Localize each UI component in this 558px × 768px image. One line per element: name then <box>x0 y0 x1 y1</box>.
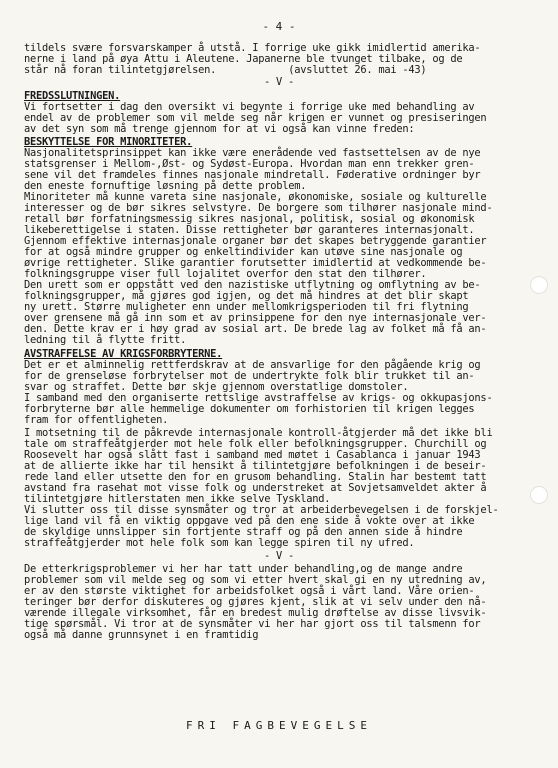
paragraph-line: også må danne grunnsynet i en framtidig <box>24 629 259 641</box>
section-divider: - V - <box>263 550 295 562</box>
paragraph-line: straffeåtgjerder mot hele folk som kan legge spiren til ny ufred. <box>24 537 415 549</box>
paragraph-line: Vi fortsetter i dag den oversikt vi begynte i forrige uke med behandling av <box>24 101 475 113</box>
paragraph-line: de skyldige unnslipper sin fortjente straff og på den annen side å hindre <box>24 526 463 538</box>
paragraph-line: forbryterne bør alle hemmelige dokumenter om forhistorien til krigen legges <box>24 403 475 415</box>
paragraph-line: folkningsgruppe viser full lojalitet overfor den stat den tilhører. <box>24 268 427 280</box>
paragraph-line: retall bør forfatningsmessig sikres nasjonal, politisk, sosial og økonomisk <box>24 213 475 225</box>
paragraph-line: rede land eller utsette den for en grusom behandling. Stalin har bestemt tatt <box>24 471 487 483</box>
section-heading-minoriteter: BESKYTTELSE FOR MINORITETER. <box>24 136 193 148</box>
paragraph-line: I motsetning til de påkrevde internasjonale kontroll-åtgjerder må det ikke bli <box>24 427 493 439</box>
paragraph-line: Vi slutter oss til disse synsmåter og tror at arbeiderbevegelsen i de forskjel- <box>24 504 499 516</box>
paragraph-line: De etterkrigsproblemer vi her har tatt under behandling,og de mange andre <box>24 563 463 575</box>
paragraph-line: tilintetgjøre hitlerstaten men ikke selve Tyskland. <box>24 493 331 505</box>
paragraph-line: tale om straffeåtgjerder mot hele folk eller befolkningsgrupper. Churchill og <box>24 438 487 450</box>
section-heading-fredsslutning: FREDSSLUTNINGEN. <box>24 90 121 102</box>
paragraph-line: fram for offentligheten. <box>24 414 169 426</box>
paragraph-line: Den urett som er oppstått ved den nazistiske utflytning og omflytning av be- <box>24 279 481 291</box>
paragraph-line: over grensene må gå inn som et av prinsippene for den nye internasjonale ver- <box>24 312 487 324</box>
paragraph-line: Roosevelt har også slått fast i samband med møtet i Casablanca i januar 1943 <box>24 449 481 461</box>
punch-hole <box>530 486 548 504</box>
paragraph-line: ledning til å flytte fritt. <box>24 334 187 346</box>
paragraph-line: Minoriteter må kunne vareta sine nasjonale, økonomiske, sosiale og kulturelle <box>24 191 487 203</box>
signature: FRI FAGBEVEGELSE <box>186 719 372 732</box>
paragraph-line: statsgrenser i Mellom-,Øst- og Sydøst-Europa. Hvordan man enn trekker gren- <box>24 158 475 170</box>
paragraph-line: ny urett. Større muligheter enn under mellomkrigsperioden til fri flytning <box>24 301 469 313</box>
paragraph-line: for de grenseløse forbrytelser mot de undertrykte folk blir trukket til an- <box>24 370 475 382</box>
paragraph-line: øvrige rettigheter. Slike garantier forutsetter imidlertid at vedkommende be- <box>24 257 487 269</box>
paragraph-line: Gjennom effektive internasjonale organer bør det skapes betryggende garantier <box>24 235 487 247</box>
page-number: - 4 - <box>262 20 296 33</box>
paragraph-line: I samband med den organiserte rettslige avstraffelse av krigs- og okkupasjons- <box>24 392 493 404</box>
section-divider: - V - <box>263 76 295 88</box>
intro-line: nerne i land på øya Attu i Aleutene. Japanerne ble tvunget tilbake, og de <box>24 53 463 65</box>
paragraph-line: avstand fra rasehat mot visse folk og understreket at Sovjetsamveldet akter å <box>24 482 487 494</box>
paragraph-line: endel av de problemer som vil melde seg når krigen er vunnet og presiseringen <box>24 112 487 124</box>
paragraph-line: at de allierte ikke har til hensikt å tilintetgjøre befolkningen i de beseir- <box>24 460 487 472</box>
paragraph-line: Nasjonalitetsprinsippet kan ikke være enerådende ved fastsettelsen av de nye <box>24 147 481 159</box>
paragraph-line: interesser og de bør sikres selvstyre. De borgere som tilhører nasjonale mind- <box>24 202 493 214</box>
paragraph-line: av det syn som må trenge gjennom for at vi også kan vinne freden: <box>24 123 415 135</box>
paragraph-line: svar og straffet. Dette bør skje gjennom overstatlige domstoler. <box>24 381 409 393</box>
paragraph-line: den eneste fornuftige løsning på dette problem. <box>24 180 307 192</box>
paragraph-line: værende illegale virksomhet, får en bredest mulig drøftelse av disse livsvik- <box>24 607 487 619</box>
intro-line: tildels svære forsvarskamper å utstå. I forrige uke gikk imidlertid amerika- <box>24 42 481 54</box>
paragraph-line: Det er et alminnelig rettferdskrav at de ansvarlige for den pågående krig og <box>24 359 481 371</box>
section-heading-krigsforbrytere: AVSTRAFFELSE AV KRIGSFORBRYTERNE. <box>24 348 223 360</box>
paragraph-line: problemer som vil melde seg og som vi etter hvert skal gi en ny utredning av, <box>24 574 487 586</box>
paragraph-line: tige spørsmål. Vi tror at de synsmåter vi her har gjort oss til talsmenn for <box>24 618 481 630</box>
punch-hole <box>530 276 548 294</box>
intro-line: står nå foran tilintetgjørelsen. (avsluttet 26. mai -43) <box>24 64 427 76</box>
paragraph-line: teringer bør derfor diskuteres og gjøres kjent, slik at vi selv under den nå- <box>24 596 487 608</box>
paragraph-line: sene vil det framdeles finnes nasjonale mindretall. Føderative ordninger byr <box>24 169 481 181</box>
paragraph-line: lige land vil få en viktig oppgave ved på den ene side å vokte over at ikke <box>24 515 475 527</box>
paragraph-line: for at også mindre grupper og enkeltindivider kan utøve sine nasjonale og <box>24 246 463 258</box>
paragraph-line: er av den største viktighet for arbeidsfolket også i vårt land. Våre orien- <box>24 585 475 597</box>
paragraph-line: den. Dette krav er i høy grad av sosial art. De brede lag av folket må få an- <box>24 323 487 335</box>
paragraph-line: folkningsgrupper, må gjøres god igjen, og det må hindres at det blir skapt <box>24 290 469 302</box>
paragraph-line: likeberettigelse i staten. Disse rettigheter bør garanteres internasjonalt. <box>24 224 475 236</box>
